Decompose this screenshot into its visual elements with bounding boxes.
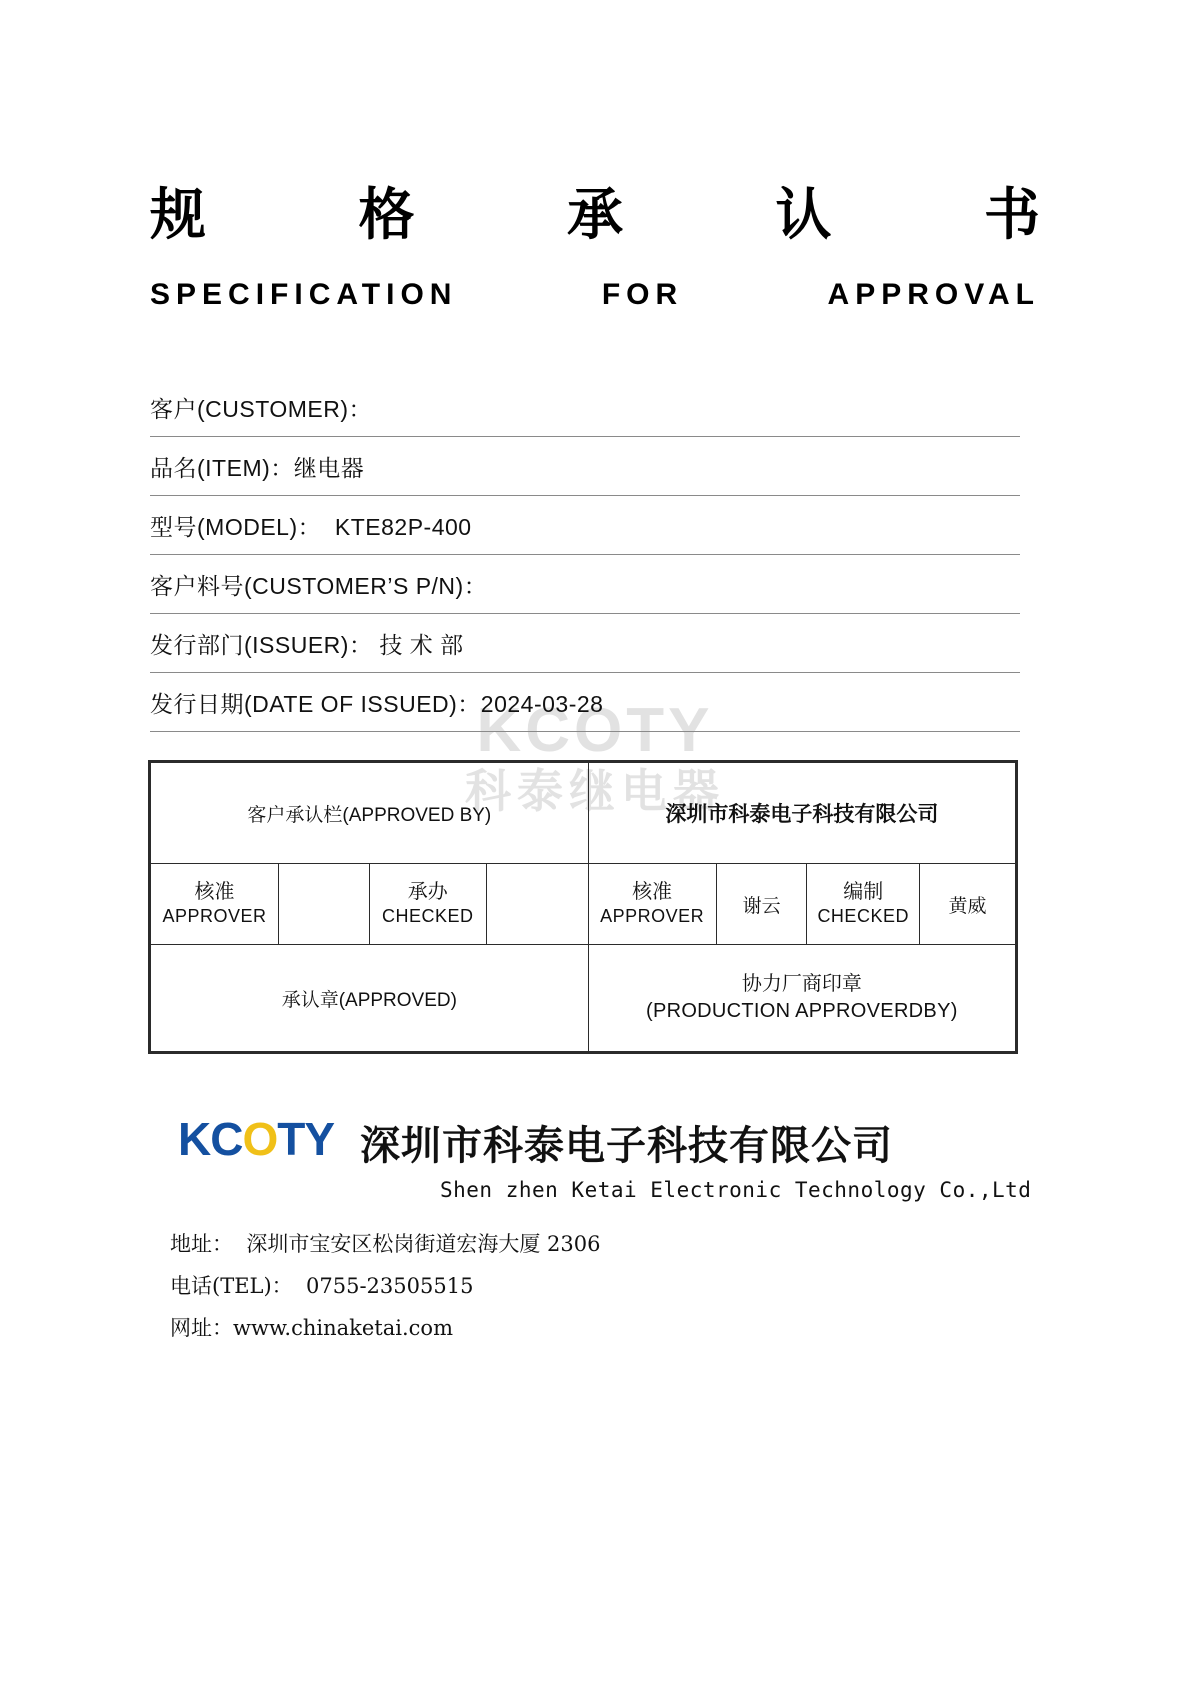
contact-block [150, 1228, 1050, 1342]
cell-left-approver-value[interactable] [279, 864, 370, 945]
title-char-3: 承 [567, 182, 623, 248]
cell-right-checked-label [807, 864, 919, 945]
title-char-2: 格 [358, 182, 415, 248]
info-row-item: 品名(ITEM)：继电器 [150, 437, 1020, 496]
title-en-word-1: SPECIFICATION [150, 278, 458, 311]
cell-left-approver-label [151, 864, 279, 945]
info-row-customer: 客户(CUSTOMER)： [150, 378, 1020, 437]
cell-left-checked-label [369, 864, 486, 945]
contact-website[interactable]: 网址：www.chinaketai.com [170, 1316, 453, 1340]
approval-header-customer: 客户承认栏(APPROVED BY) [151, 763, 589, 864]
info-row-date-issued: 发行日期(DATE OF ISSUED)：2024-03-28 [150, 673, 1020, 732]
title-char-4: 认 [775, 182, 832, 248]
left-checked-cn: 承办 [407, 880, 448, 903]
title-char-5: 书 [984, 182, 1040, 248]
right-approver-en: APPROVER [600, 906, 705, 927]
cell-right-approver-value[interactable]: 谢云 [716, 864, 807, 945]
left-approver-cn: 核准 [194, 880, 235, 903]
footer-block [150, 1113, 1050, 1354]
approval-header-supplier: 深圳市科泰电子科技有限公司 [588, 763, 1015, 864]
cell-left-checked-value[interactable] [486, 864, 588, 945]
title-en-word-2: FOR [601, 278, 684, 311]
approval-table [148, 760, 1018, 1054]
company-name-en: Shen zhen Ketai Electronic Technology Co.,Ltd [440, 1178, 1032, 1202]
left-checked-en: CHECKED [381, 906, 474, 927]
right-approver-cn: 核准 [632, 880, 673, 903]
stamp-supplier-stack [591, 971, 1013, 1025]
logo-letter-y: Y [304, 1113, 335, 1165]
page-title-cn [150, 182, 1040, 248]
cell-stamp-supplier[interactable] [588, 945, 1015, 1052]
logo-letter-t: T [277, 1113, 305, 1165]
company-name-cn: 深圳市科泰电子科技有限公司 [360, 1122, 894, 1169]
right-checked-en: CHECKED [817, 906, 909, 927]
cell-stamp-customer[interactable]: 承认章(APPROVED) [151, 945, 589, 1052]
brand-line [150, 1113, 1050, 1169]
contact-address: 地址： 深圳市宝安区松岗街道宏海大厦 2306 [170, 1232, 601, 1256]
contact-tel: 电话(TEL)： 0755-23505515 [170, 1274, 474, 1298]
document-info-list [150, 378, 1020, 732]
page-title-en [150, 278, 1040, 312]
kcoty-logo [178, 1113, 335, 1165]
left-approver-en: APPROVER [162, 906, 267, 927]
logo-letter-o: O [242, 1113, 278, 1165]
right-checked-cn: 编制 [843, 880, 884, 903]
title-en-word-3: APPROVAL [827, 278, 1040, 311]
info-row-issuer: 发行部门(ISSUER)： 技 术 部 [150, 614, 1020, 673]
cell-right-checked-value[interactable]: 黄威 [919, 864, 1015, 945]
title-char-1: 规 [150, 182, 206, 248]
logo-letter-k: K [178, 1113, 211, 1165]
stamp-supplier-line-2: (PRODUCTION APPROVERDBY) [645, 1000, 958, 1022]
watermark-line-1: KCOTY [476, 696, 714, 765]
stamp-supplier-line-1: 协力厂商印章 [741, 973, 862, 995]
info-row-customer-pn: 客户料号(CUSTOMER’S P/N)： [150, 555, 1020, 614]
info-row-model: 型号(MODEL)： KTE82P-400 [150, 496, 1020, 555]
logo-letter-c: C [210, 1113, 243, 1165]
watermark-line-2: 科泰继电器 [465, 764, 725, 818]
cell-right-approver-label [588, 864, 716, 945]
